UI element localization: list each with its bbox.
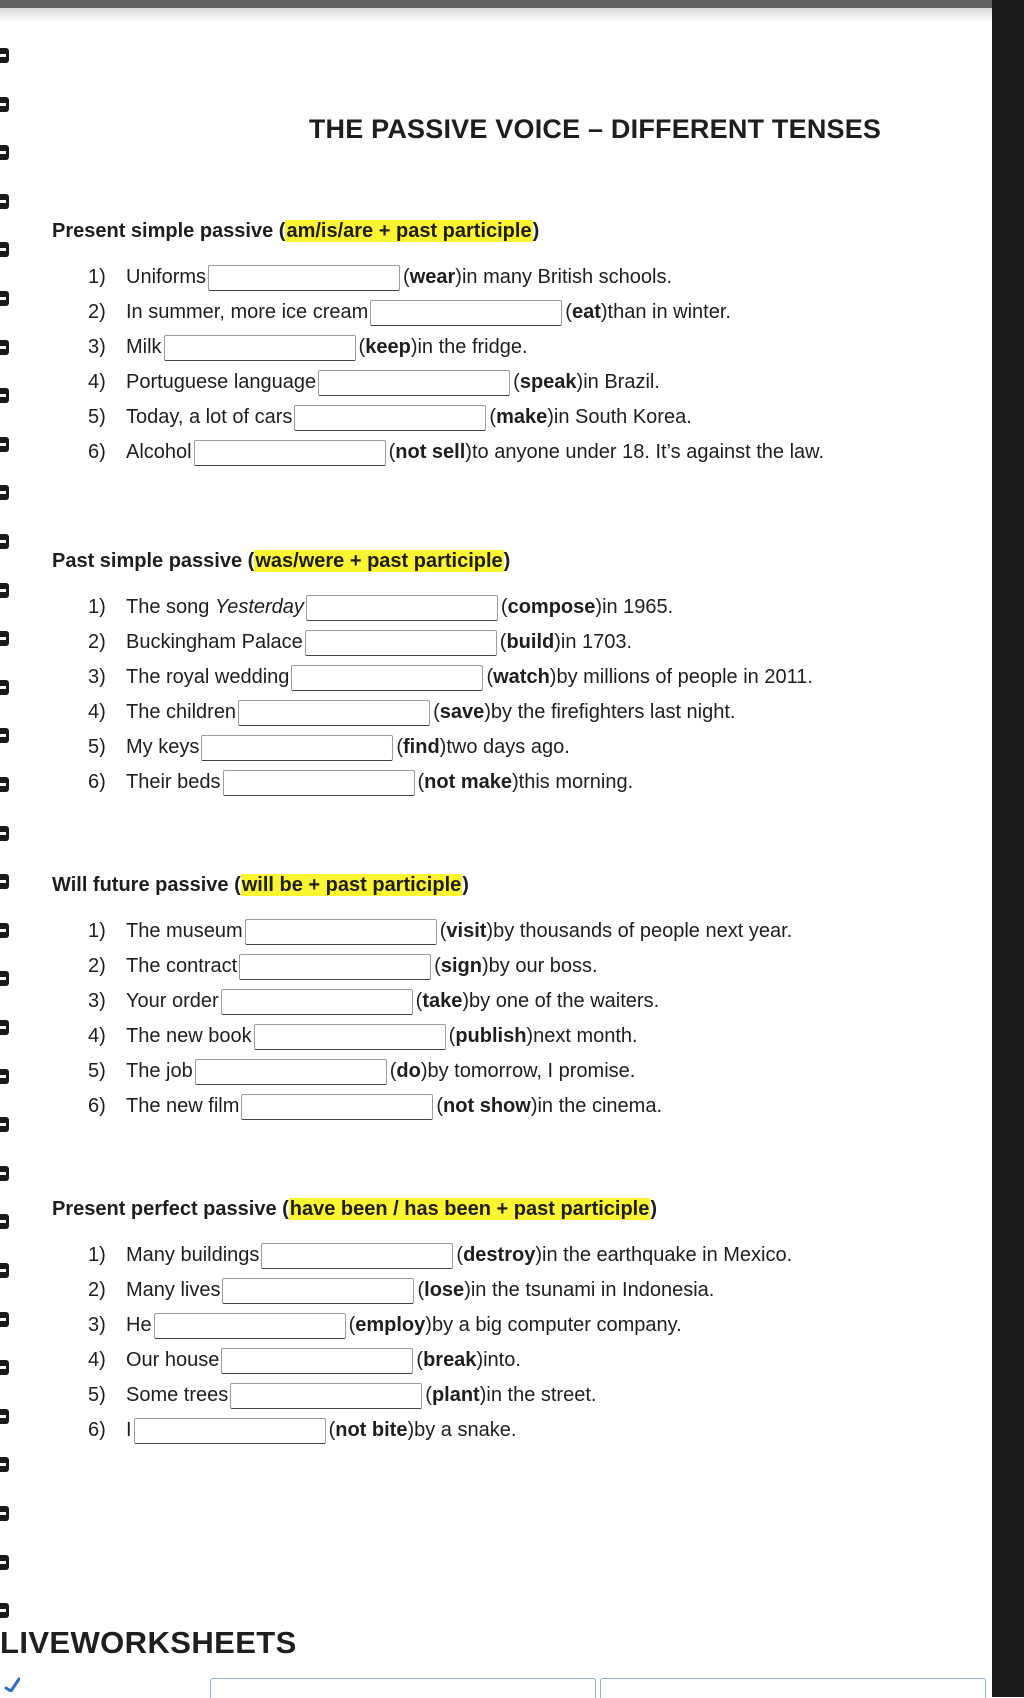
exercise-item: 1) Many buildings ( destroy ) in the earthquake in Mexico. — [52, 1238, 982, 1273]
exercise-item: 1) The museum ( visit ) by thousands of people next year. — [52, 914, 982, 949]
binding-ring — [0, 1020, 9, 1035]
section-present-perfect — [52, 1194, 982, 1448]
exercise-item: 6) I ( not bite ) by a snake. — [52, 1413, 982, 1448]
binding-ring — [0, 1263, 9, 1278]
binding-ring — [0, 1457, 9, 1472]
binding-ring — [0, 1069, 9, 1084]
section-present-simple — [52, 216, 982, 470]
answer-input[interactable] — [222, 1278, 414, 1304]
top-bar-shadow — [0, 8, 1024, 22]
binding-ring — [0, 1506, 9, 1521]
answer-input[interactable] — [239, 954, 431, 980]
answer-input[interactable] — [254, 1024, 446, 1050]
binding-ring — [0, 826, 9, 841]
binding-ring — [0, 145, 9, 160]
exercise-item: 4) The children ( save ) by the firefighters last night. — [52, 695, 982, 730]
answer-input[interactable] — [221, 1348, 413, 1374]
binding-ring — [0, 437, 9, 452]
exercise-item: 4) Portuguese language ( speak ) in Brazil. — [52, 365, 982, 400]
page-title: THE PASSIVE VOICE – DIFFERENT TENSES — [308, 114, 882, 144]
answer-input[interactable] — [370, 300, 562, 326]
exercise-item: 4) The new book ( publish ) next month. — [52, 1019, 982, 1054]
exercise-item: 2) Buckingham Palace ( build ) in 1703. — [52, 625, 982, 660]
exercise-item: 3) Milk ( keep ) in the fridge. — [52, 330, 982, 365]
section-heading: Present simple passive (am/is/are + past participle) — [52, 220, 540, 242]
section-heading: Will future passive (will be + past participle) — [52, 874, 469, 896]
answer-input[interactable] — [318, 370, 510, 396]
binding-ring — [0, 485, 9, 500]
binding-ring — [0, 1117, 9, 1132]
footer-button-left[interactable] — [210, 1678, 596, 1698]
binding-ring — [0, 1166, 9, 1181]
binding-ring — [0, 1360, 9, 1375]
liveworksheets-logo: LIVEWORKSHEETS — [0, 1625, 297, 1660]
exercise-item: 4) Our house ( break ) into. — [52, 1343, 982, 1378]
section-will-future — [52, 870, 982, 1124]
binding-ring — [0, 1555, 9, 1570]
binding-ring — [0, 1603, 9, 1618]
binding-ring — [0, 388, 9, 403]
exercise-item: 2) Many lives ( lose ) in the tsunami in Indonesia. — [52, 1273, 982, 1308]
right-edge — [992, 0, 1024, 1697]
exercise-item: 2) The contract ( sign ) by our boss. — [52, 949, 982, 984]
answer-input[interactable] — [221, 989, 413, 1015]
exercise-item: 1) The song Yesterday ( compose ) in 1965. — [52, 590, 982, 625]
footer-button-right[interactable] — [600, 1678, 986, 1698]
binding-ring — [0, 194, 9, 209]
exercise-item: 5) Today, a lot of cars ( make ) in South Korea. — [52, 400, 982, 435]
answer-input[interactable] — [306, 595, 498, 621]
binding-ring — [0, 874, 9, 889]
answer-input[interactable] — [208, 265, 400, 291]
answer-input[interactable] — [291, 665, 483, 691]
answer-input[interactable] — [154, 1313, 346, 1339]
exercise-item: 2) In summer, more ice cream ( eat ) than in winter. — [52, 295, 982, 330]
exercise-item: 6) Alcohol ( not sell ) to anyone under 18. It’s against the law. — [52, 435, 982, 470]
answer-input[interactable] — [201, 735, 393, 761]
answer-input[interactable] — [194, 440, 386, 466]
answer-input[interactable] — [238, 700, 430, 726]
exercise-item: 5) Some trees ( plant ) in the street. — [52, 1378, 982, 1413]
answer-input[interactable] — [241, 1094, 433, 1120]
answer-input[interactable] — [230, 1383, 422, 1409]
exercise-item: 5) My keys ( find ) two days ago. — [52, 730, 982, 765]
answer-input[interactable] — [261, 1243, 453, 1269]
spiral-binding — [0, 20, 12, 1610]
answer-input[interactable] — [134, 1418, 326, 1444]
binding-ring — [0, 1409, 9, 1424]
binding-ring — [0, 583, 9, 598]
checkmark-icon[interactable] — [4, 1676, 20, 1692]
binding-ring — [0, 631, 9, 646]
binding-ring — [0, 1312, 9, 1327]
exercise-item: 5) The job ( do ) by tomorrow, I promise. — [52, 1054, 982, 1089]
binding-ring — [0, 680, 9, 695]
answer-input[interactable] — [223, 770, 415, 796]
exercise-item: 6) The new film ( not show ) in the cinema. — [52, 1089, 982, 1124]
binding-ring — [0, 97, 9, 112]
top-bar — [0, 0, 1024, 8]
binding-ring — [0, 728, 9, 743]
binding-ring — [0, 242, 9, 257]
binding-ring — [0, 971, 9, 986]
answer-input[interactable] — [294, 405, 486, 431]
binding-ring — [0, 923, 9, 938]
exercise-item: 1) Uniforms ( wear ) in many British schools. — [52, 260, 982, 295]
binding-ring — [0, 534, 9, 549]
exercise-item: 6) Their beds ( not make ) this morning. — [52, 765, 982, 800]
binding-ring — [0, 777, 9, 792]
binding-ring — [0, 1214, 9, 1229]
exercise-item: 3) The royal wedding ( watch ) by millions of people in 2011. — [52, 660, 982, 695]
answer-input[interactable] — [195, 1059, 387, 1085]
section-heading: Present perfect passive (have been / has been + past participle) — [52, 1198, 658, 1220]
section-past-simple — [52, 546, 982, 800]
exercise-item: 3) Your order ( take ) by one of the waiters. — [52, 984, 982, 1019]
answer-input[interactable] — [305, 630, 497, 656]
answer-input[interactable] — [245, 919, 437, 945]
binding-ring — [0, 340, 9, 355]
binding-ring — [0, 48, 9, 63]
exercise-item: 3) He ( employ ) by a big computer company. — [52, 1308, 982, 1343]
answer-input[interactable] — [164, 335, 356, 361]
section-heading: Past simple passive (was/were + past participle) — [52, 550, 511, 572]
binding-ring — [0, 291, 9, 306]
